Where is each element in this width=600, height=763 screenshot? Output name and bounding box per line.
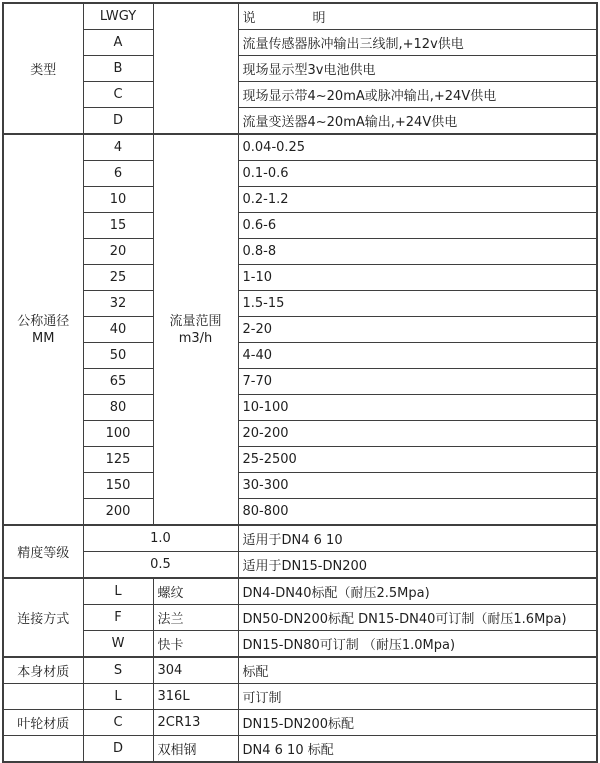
material-name-cell: 双相钢 xyxy=(153,736,238,763)
accuracy-value-cell: 0.5 xyxy=(83,552,238,579)
connection-desc-cell: DN4-DN40标配（耐压2.5Mpa) xyxy=(238,578,597,605)
type-code-cell: B xyxy=(83,56,153,82)
material-code-cell: L xyxy=(83,684,153,710)
dn-cell: 40 xyxy=(83,317,153,343)
table-row xyxy=(3,736,597,763)
dn-cell: 32 xyxy=(83,291,153,317)
table-row xyxy=(3,525,597,552)
material-desc-cell: DN4 6 10 标配 xyxy=(238,736,597,763)
dn-cell: 6 xyxy=(83,161,153,187)
desc-header-cell: 说明 xyxy=(238,3,597,30)
table-row xyxy=(3,473,597,499)
type-desc-cell: 现场显示带4~20mA或脉冲输出,+24V供电 xyxy=(238,82,597,108)
spec-table xyxy=(2,2,598,763)
flow-range-cell: 0.8-8 xyxy=(238,239,597,265)
connection-desc-cell: DN50-DN200标配 DN15-DN40可订制（耐压1.6Mpa) xyxy=(238,605,597,631)
connection-desc-cell: DN15-DN80可订制 （耐压1.0Mpa) xyxy=(238,631,597,658)
connection-name-cell: 螺纹 xyxy=(153,578,238,605)
material-code-cell: C xyxy=(83,710,153,736)
table-row xyxy=(3,3,597,30)
type-desc-cell: 流量传感器脉冲输出三线制,+12v供电 xyxy=(238,30,597,56)
table-row xyxy=(3,265,597,291)
table-row xyxy=(3,213,597,239)
dn-cell: 100 xyxy=(83,421,153,447)
flow-range-cell: 0.1-0.6 xyxy=(238,161,597,187)
type-code-cell: A xyxy=(83,30,153,56)
dn-cell: 50 xyxy=(83,343,153,369)
table-row xyxy=(3,161,597,187)
table-row xyxy=(3,499,597,526)
flow-range-cell: 20-200 xyxy=(238,421,597,447)
flow-range-cell: 80-800 xyxy=(238,499,597,526)
dn-cell: 150 xyxy=(83,473,153,499)
table-row xyxy=(3,317,597,343)
connection-code-cell: F xyxy=(83,605,153,631)
table-row xyxy=(3,578,597,605)
flow-range-cell: 25-2500 xyxy=(238,447,597,473)
material-code-cell: D xyxy=(83,736,153,763)
connection-name-cell: 快卡 xyxy=(153,631,238,658)
material-name-cell: 316L xyxy=(153,684,238,710)
material-desc-cell: DN15-DN200标配 xyxy=(238,710,597,736)
dn-cell: 25 xyxy=(83,265,153,291)
model-header-cell: LWGY xyxy=(83,3,153,30)
flow-range-cell: 0.2-1.2 xyxy=(238,187,597,213)
table-row xyxy=(3,631,597,658)
flow-range-cell: 7-70 xyxy=(238,369,597,395)
material-name-cell: 2CR13 xyxy=(153,710,238,736)
type-code-cell: C xyxy=(83,82,153,108)
flow-range-label xyxy=(153,134,238,525)
table-row xyxy=(3,30,597,56)
type-code-cell: D xyxy=(83,108,153,135)
dn-cell: 80 xyxy=(83,395,153,421)
label-line: MM xyxy=(32,330,55,346)
flow-range-cell: 0.6-6 xyxy=(238,213,597,239)
material-name-cell: 304 xyxy=(153,657,238,684)
table-row xyxy=(3,369,597,395)
empty-cell xyxy=(153,3,238,134)
flow-range-cell: 30-300 xyxy=(238,473,597,499)
table-row xyxy=(3,239,597,265)
label-line: 流量范围 xyxy=(169,313,222,329)
table-row xyxy=(3,291,597,317)
table-row xyxy=(3,134,597,161)
empty-label-cell xyxy=(3,736,83,763)
connection-code-cell: L xyxy=(83,578,153,605)
table-row xyxy=(3,56,597,82)
section-label-diameter xyxy=(3,134,83,525)
dn-cell: 4 xyxy=(83,134,153,161)
material-code-cell: S xyxy=(83,657,153,684)
label-line: m3/h xyxy=(178,330,213,346)
type-desc-cell: 现场显示型3v电池供电 xyxy=(238,56,597,82)
section-label-accuracy: 精度等级 xyxy=(3,525,83,578)
section-label-connection: 连接方式 xyxy=(3,578,83,657)
dn-cell: 10 xyxy=(83,187,153,213)
dn-cell: 15 xyxy=(83,213,153,239)
table-row xyxy=(3,395,597,421)
dn-cell: 65 xyxy=(83,369,153,395)
accuracy-desc-cell: 适用于DN15-DN200 xyxy=(238,552,597,579)
flow-range-cell: 4-40 xyxy=(238,343,597,369)
material-desc-cell: 可订制 xyxy=(238,684,597,710)
flow-range-cell: 1.5-15 xyxy=(238,291,597,317)
accuracy-desc-cell: 适用于DN4 6 10 xyxy=(238,525,597,552)
table-row xyxy=(3,82,597,108)
table-row xyxy=(3,421,597,447)
section-label-body-material: 本身材质 xyxy=(3,657,83,684)
type-desc-cell: 流量变送器4~20mA输出,+24V供电 xyxy=(238,108,597,135)
flow-range-cell: 1-10 xyxy=(238,265,597,291)
table-row xyxy=(3,447,597,473)
flow-range-cell: 2-20 xyxy=(238,317,597,343)
label-line: 公称通径 xyxy=(17,313,70,329)
section-label-impeller-material: 叶轮材质 xyxy=(3,710,83,736)
dn-cell: 125 xyxy=(83,447,153,473)
table-row xyxy=(3,684,597,710)
table-row xyxy=(3,552,597,579)
table-row xyxy=(3,343,597,369)
table-row xyxy=(3,187,597,213)
connection-code-cell: W xyxy=(83,631,153,658)
accuracy-value-cell: 1.0 xyxy=(83,525,238,552)
material-desc-cell: 标配 xyxy=(238,657,597,684)
table-row xyxy=(3,710,597,736)
table-row xyxy=(3,108,597,135)
section-label-type: 类型 xyxy=(3,3,83,134)
table-row xyxy=(3,605,597,631)
dn-cell: 20 xyxy=(83,239,153,265)
connection-name-cell: 法兰 xyxy=(153,605,238,631)
flow-range-cell: 0.04-0.25 xyxy=(238,134,597,161)
dn-cell: 200 xyxy=(83,499,153,526)
flow-range-cell: 10-100 xyxy=(238,395,597,421)
table-row xyxy=(3,657,597,684)
empty-label-cell xyxy=(3,684,83,710)
